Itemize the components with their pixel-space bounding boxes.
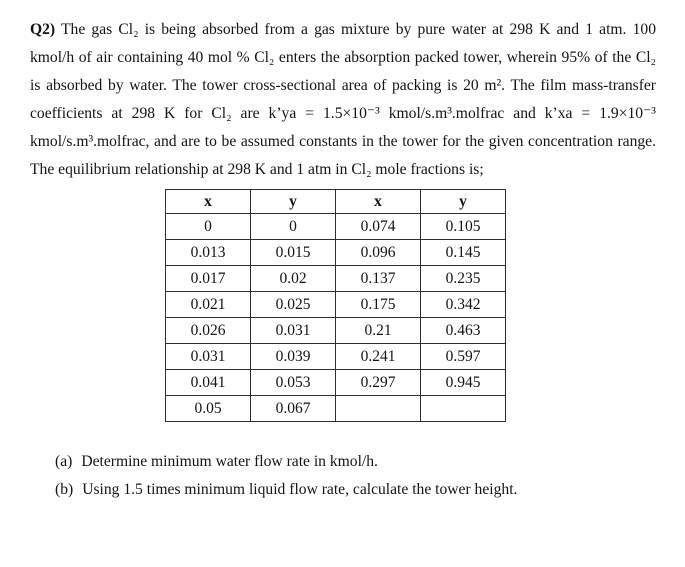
part-b: [55, 476, 655, 504]
table-cell: 0.026: [166, 318, 251, 344]
column-header-y2: y: [421, 190, 506, 214]
question-paragraph: [30, 16, 656, 184]
table-cell: 0: [166, 214, 251, 240]
column-header-y1: y: [251, 190, 336, 214]
table-cell: 0.297: [336, 370, 421, 396]
table-cell: 0.021: [166, 292, 251, 318]
table-cell: 0.21: [336, 318, 421, 344]
table-cell: 0.02: [251, 266, 336, 292]
table-cell: 0: [251, 214, 336, 240]
table-cell: 0.017: [166, 266, 251, 292]
table-row: [166, 266, 506, 292]
table-cell: 0.175: [336, 292, 421, 318]
table-cell: 0.031: [166, 344, 251, 370]
table-cell: 0.053: [251, 370, 336, 396]
part-a-label: (a): [55, 453, 73, 470]
question-number: Q2): [30, 21, 56, 38]
table-cell: 0.241: [336, 344, 421, 370]
table-cell: 0.096: [336, 240, 421, 266]
question-parts: [55, 448, 655, 504]
table-cell: 0.945: [421, 370, 506, 396]
table-cell: 0.105: [421, 214, 506, 240]
table-cell: 0.039: [251, 344, 336, 370]
table-cell: 0.067: [251, 396, 336, 422]
table-row: [166, 318, 506, 344]
table-cell: 0.137: [336, 266, 421, 292]
equilibrium-table: [165, 189, 506, 422]
table-cell: 0.597: [421, 344, 506, 370]
table-cell: 0.015: [251, 240, 336, 266]
table-header-row: [166, 190, 506, 214]
part-a: [55, 448, 655, 476]
table-row: [166, 344, 506, 370]
table-cell: 0.342: [421, 292, 506, 318]
table-cell: 0.05: [166, 396, 251, 422]
part-a-text: Determine minimum water flow rate in kmol/h.: [81, 453, 378, 470]
table-row: [166, 292, 506, 318]
table-cell: 0.031: [251, 318, 336, 344]
question-text: The gas Cl₂ is being absorbed from a gas mixture by pure water at 298 K and 1 atm. 100 kmol/h of air containing 40 mol % Cl₂ enters the absorption packed tower, wherein 95% of the Cl₂ is absorbed by water. The tower cross-sectional area of packing is 20 m². The film mass-transfer coefficients at 298 K for Cl₂ are k’ya = 1.5×10⁻³ kmol/s.m³.molfrac and k’xa = 1.9×10⁻³ kmol/s.m³.molfrac, and are to be assumed constants in the tower for the given concentration range. The equilibrium relationship at 298 K and 1 atm in Cl₂ mole fractions is;: [30, 21, 656, 178]
part-b-text: Using 1.5 times minimum liquid flow rate, calculate the tower height.: [82, 481, 518, 498]
table-cell: 0.013: [166, 240, 251, 266]
column-header-x1: x: [166, 190, 251, 214]
table-cell: 0.025: [251, 292, 336, 318]
table-row: [166, 396, 506, 422]
table-cell: 0.463: [421, 318, 506, 344]
table-row: [166, 214, 506, 240]
table-cell: 0.145: [421, 240, 506, 266]
table-cell: [336, 396, 421, 422]
part-b-label: (b): [55, 481, 74, 498]
table-cell: 0.235: [421, 266, 506, 292]
table-cell: 0.041: [166, 370, 251, 396]
table-row: [166, 370, 506, 396]
table-row: [166, 240, 506, 266]
table-cell: 0.074: [336, 214, 421, 240]
column-header-x2: x: [336, 190, 421, 214]
table-cell: [421, 396, 506, 422]
